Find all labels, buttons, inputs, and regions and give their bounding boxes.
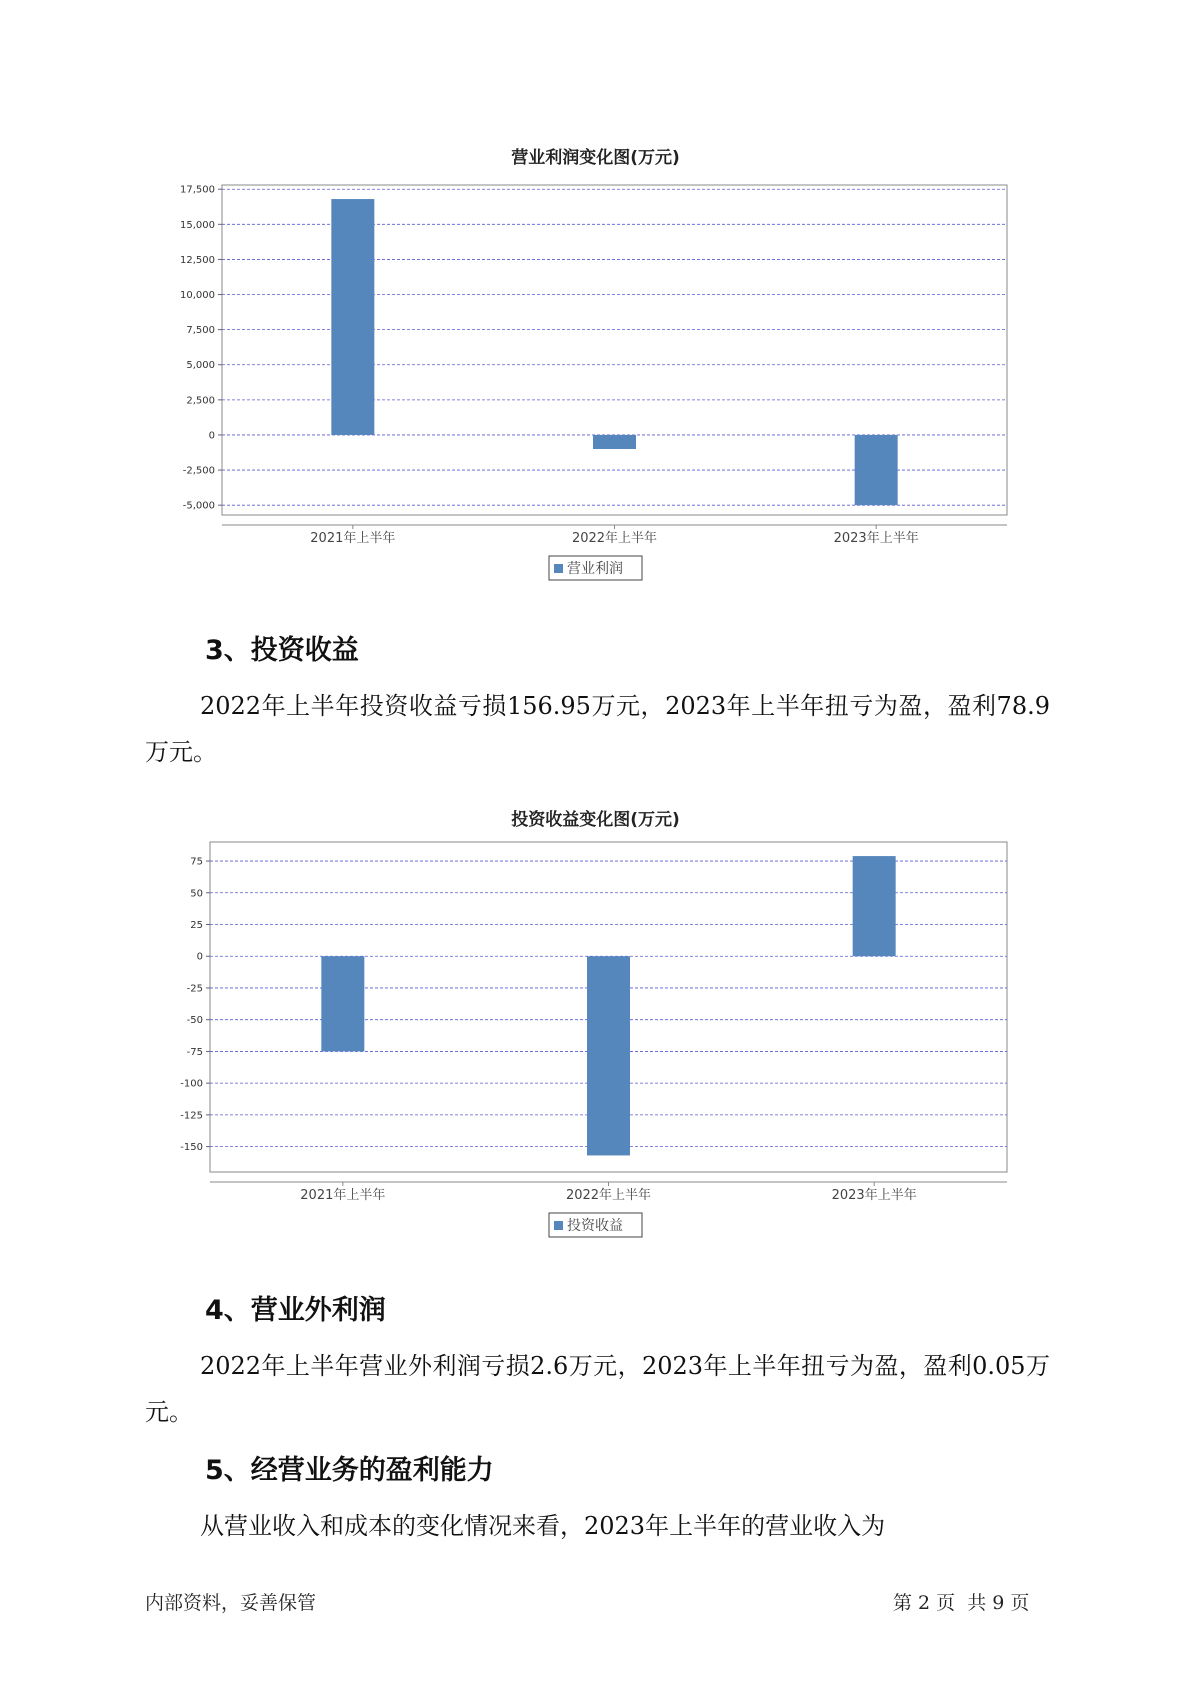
legend-label: 营业利润 xyxy=(567,561,623,577)
y-tick-label: -125 xyxy=(180,1110,203,1122)
paragraph-non-operating-profit: 2022年上半年营业外利润亏损2.6万元，2023年上半年扭亏为盈，盈利0.05万元。 xyxy=(145,1352,1050,1426)
y-tick-label: -100 xyxy=(180,1078,203,1090)
paragraph-investment-income: 2022年上半年投资收益亏损156.95万元，2023年上半年扭亏为盈，盈利78.9万元。 xyxy=(145,692,1050,766)
y-tick-label: -150 xyxy=(180,1142,203,1154)
y-tick-label: -5,000 xyxy=(182,500,215,512)
legend-label: 投资收益 xyxy=(567,1218,623,1234)
paragraph-profitability: 从营业收入和成本的变化情况来看，2023年上半年的营业收入为 xyxy=(200,1512,886,1540)
y-tick-label: 15,000 xyxy=(180,219,215,231)
bar xyxy=(321,956,364,1051)
x-tick-label: 2022年上半年 xyxy=(565,1188,652,1203)
x-tick-label: 2023年上半年 xyxy=(831,1188,917,1203)
y-tick-label: 75 xyxy=(190,856,203,868)
chart-title-operating-profit: 营业利润变化图(万元) xyxy=(511,148,680,168)
y-tick-label: 12,500 xyxy=(180,254,215,266)
y-tick-label: 5,000 xyxy=(186,360,215,372)
y-tick-label: -25 xyxy=(186,983,203,995)
x-tick-label: 2021年上半年 xyxy=(300,1188,386,1203)
heading-investment-income: 3、投资收益 xyxy=(205,635,359,666)
y-tick-label: 7,500 xyxy=(186,325,215,337)
legend-swatch xyxy=(554,1221,563,1230)
y-tick-label: 17,500 xyxy=(180,184,215,196)
y-tick-label: 0 xyxy=(196,951,203,963)
y-tick-label: -75 xyxy=(186,1046,203,1058)
x-tick-label: 2023年上半年 xyxy=(833,531,919,546)
bar xyxy=(587,956,630,1155)
bar xyxy=(853,856,896,956)
y-tick-label: 50 xyxy=(190,888,203,900)
y-tick-label: -50 xyxy=(186,1015,203,1027)
heading-profitability: 5、经营业务的盈利能力 xyxy=(205,1455,494,1486)
y-tick-label: 10,000 xyxy=(180,290,215,302)
y-tick-label: -2,500 xyxy=(182,465,215,477)
footer-left: 内部资料，妥善保管 xyxy=(145,1592,317,1614)
x-tick-label: 2022年上半年 xyxy=(571,531,658,546)
x-tick-label: 2021年上半年 xyxy=(310,531,396,546)
chart-title-investment-income: 投资收益变化图(万元) xyxy=(511,810,680,830)
y-tick-label: 0 xyxy=(208,430,215,442)
y-tick-label: 25 xyxy=(190,920,203,931)
y-tick-label: 2,500 xyxy=(186,395,215,407)
footer-page-number: 第 2 页 共 9 页 xyxy=(893,1592,1030,1614)
heading-non-operating-profit: 4、营业外利润 xyxy=(205,1295,386,1326)
